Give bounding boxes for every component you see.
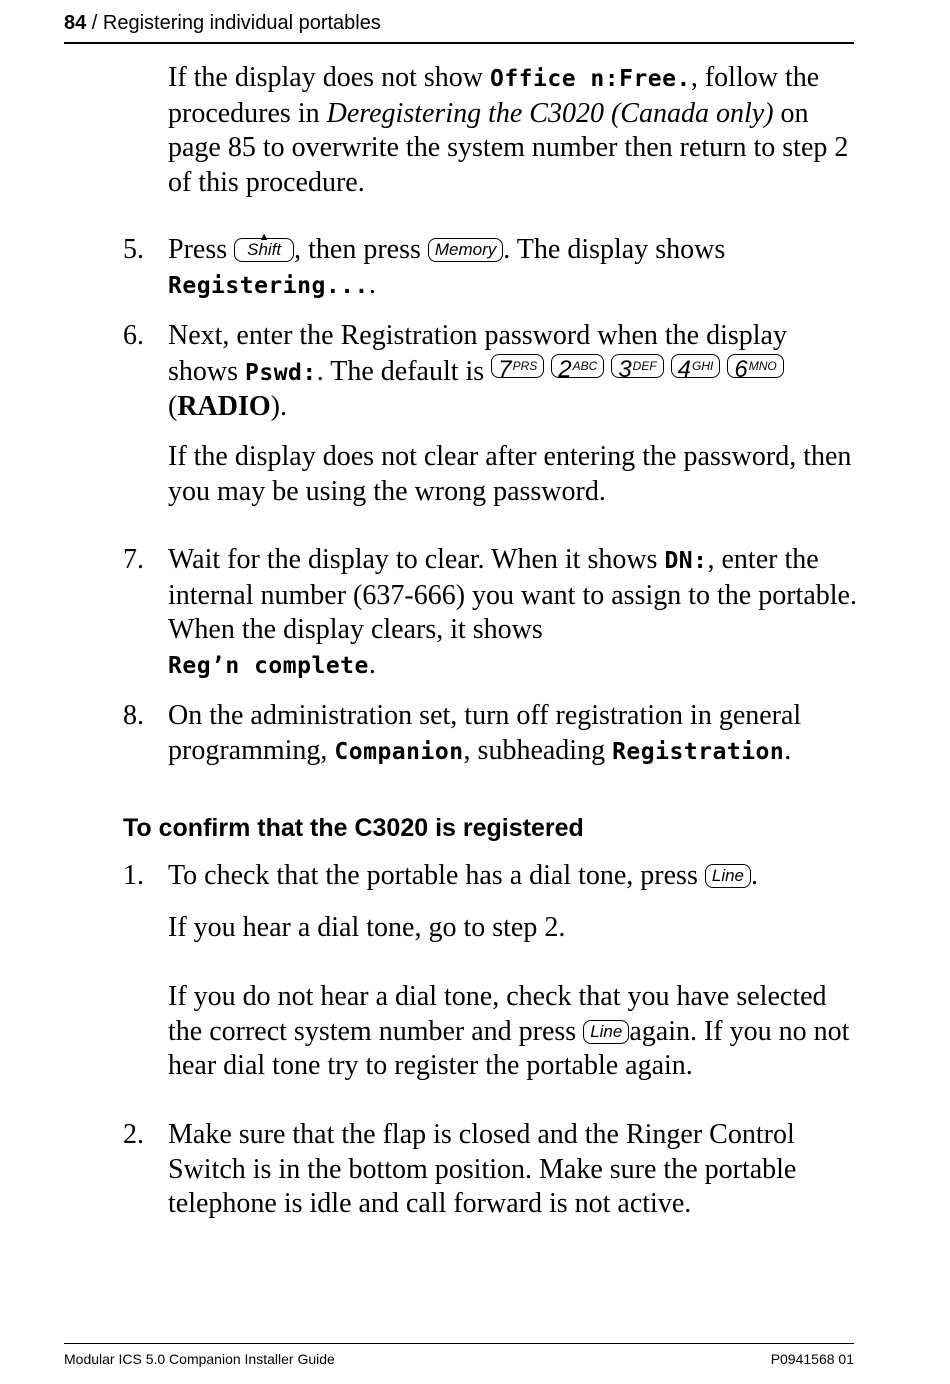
page-number: 84	[64, 12, 87, 34]
line-key-label: Line	[590, 1021, 623, 1041]
footer-guide-title: Modular ICS 5.0 Companion Installer Guide	[64, 1351, 335, 1367]
line-key-label: Line	[711, 866, 744, 885]
key-2-abc	[551, 354, 604, 383]
lcd-office-free: Office n:Free.	[489, 66, 691, 92]
step-8-text-2: , subheading	[463, 734, 613, 766]
section-heading: To confirm that the C3020 is registered	[123, 814, 584, 842]
step-8	[168, 699, 858, 769]
step-8-number: 8.	[123, 700, 144, 731]
step-6-note: If the display does not clear after entering the password, then you may be using the wrong password.	[168, 441, 852, 507]
password-word: RADIO	[177, 391, 271, 422]
cross-reference: Deregistering the C3020 (Canada only)	[326, 97, 774, 129]
step-7-text-2: , enter the internal number (637-666) you want to assign to the portable. When the display clears, it shows	[168, 544, 857, 645]
step-8-text-1: On the administration set, turn off registration in general programming,	[168, 700, 802, 766]
step-6-text-1: Next, enter the Registration password when the display shows	[168, 320, 787, 387]
confirm-1-p3-text-1: If you do not hear a dial tone, check that you have selected the correct system number and press	[168, 981, 827, 1047]
key-digit: 2	[558, 355, 572, 383]
key-digit: 7	[498, 355, 512, 383]
step-7	[168, 543, 858, 683]
confirm-step-1	[168, 859, 858, 894]
shift-arrow-icon: ▲	[258, 231, 270, 243]
lcd-registration: Registration	[612, 738, 785, 765]
confirm-1-p3-text-2: again. If you no not hear dial tone try to register the portable again.	[168, 1015, 850, 1081]
step-6-text-3: (	[168, 391, 178, 422]
key-digit: 3	[618, 355, 632, 383]
footer-rule	[64, 1343, 854, 1344]
step-6-text-2: . The default is	[316, 355, 492, 387]
lcd-reg-complete: Reg’n complete	[168, 652, 369, 679]
key-digit: 6	[734, 355, 748, 383]
confirm-step-2: Make sure that the flap is closed and the Ringer Control Switch is in the bottom position. Make sure the portable telephone is idle and call forward is not active.	[168, 1119, 797, 1219]
intro-text-1: If the display does not show	[168, 62, 490, 93]
confirm-1-text-1: To check that the portable has a dial tone, press	[168, 860, 705, 891]
lcd-registering: Registering...	[168, 272, 369, 299]
intro-paragraph	[168, 61, 858, 200]
page-header	[64, 10, 854, 44]
key-letters: DEF	[632, 358, 657, 373]
step-6-number: 6.	[123, 320, 144, 351]
confirm-step-2-number: 2.	[123, 1119, 144, 1150]
lcd-pswd: Pswd:	[245, 359, 317, 386]
step-5-text-2: , then press	[294, 234, 428, 265]
confirm-1-dial-tone-ok: If you hear a dial tone, go to step 2.	[168, 912, 566, 943]
line-key	[705, 864, 751, 888]
key-7-prs	[491, 354, 544, 383]
key-3-def	[611, 354, 663, 383]
confirm-1-text-2: .	[751, 860, 758, 891]
shift-key	[234, 231, 294, 262]
step-7-text-3: .	[368, 648, 376, 680]
key-letters: PRS	[512, 358, 538, 373]
key-letters: ABC	[572, 358, 598, 373]
lcd-companion: Companion	[334, 738, 464, 765]
step-6-text-4: ).	[270, 391, 287, 422]
step-6	[168, 319, 858, 425]
key-6-mno	[727, 354, 783, 383]
key-letters: MNO	[748, 358, 777, 373]
key-digit: 4	[677, 355, 692, 383]
memory-key-label: Memory	[434, 240, 497, 259]
intro-text-2: , follow the procedures in	[168, 62, 820, 129]
step-7-text-1: Wait for the display to clear. When it shows	[168, 544, 665, 575]
header-title: / Registering individual portables	[86, 12, 381, 34]
line-key-2	[583, 1020, 629, 1044]
intro-text-3: on page 85 to overwrite the system number then return to step 2 of this procedure.	[168, 97, 849, 198]
confirm-step-1-number: 1.	[123, 860, 144, 891]
step-5	[168, 233, 858, 303]
key-letters: GHI	[692, 358, 714, 373]
step-5-text-4: .	[368, 268, 376, 300]
memory-key	[428, 238, 503, 262]
page-footer	[64, 1350, 854, 1368]
lcd-dn: DN:	[664, 548, 708, 574]
step-7-number: 7.	[123, 544, 144, 575]
key-4-ghi	[671, 354, 721, 383]
step-5-text-1: Press	[168, 234, 235, 265]
step-8-text-3: .	[784, 734, 792, 766]
shift-key-label: Shift	[247, 240, 282, 259]
step-5-text-3: . The display shows	[503, 234, 726, 265]
step-5-number: 5.	[123, 234, 144, 265]
confirm-1-no-dial-tone	[168, 980, 858, 1084]
footer-doc-number: P0941568 01	[770, 1351, 854, 1367]
